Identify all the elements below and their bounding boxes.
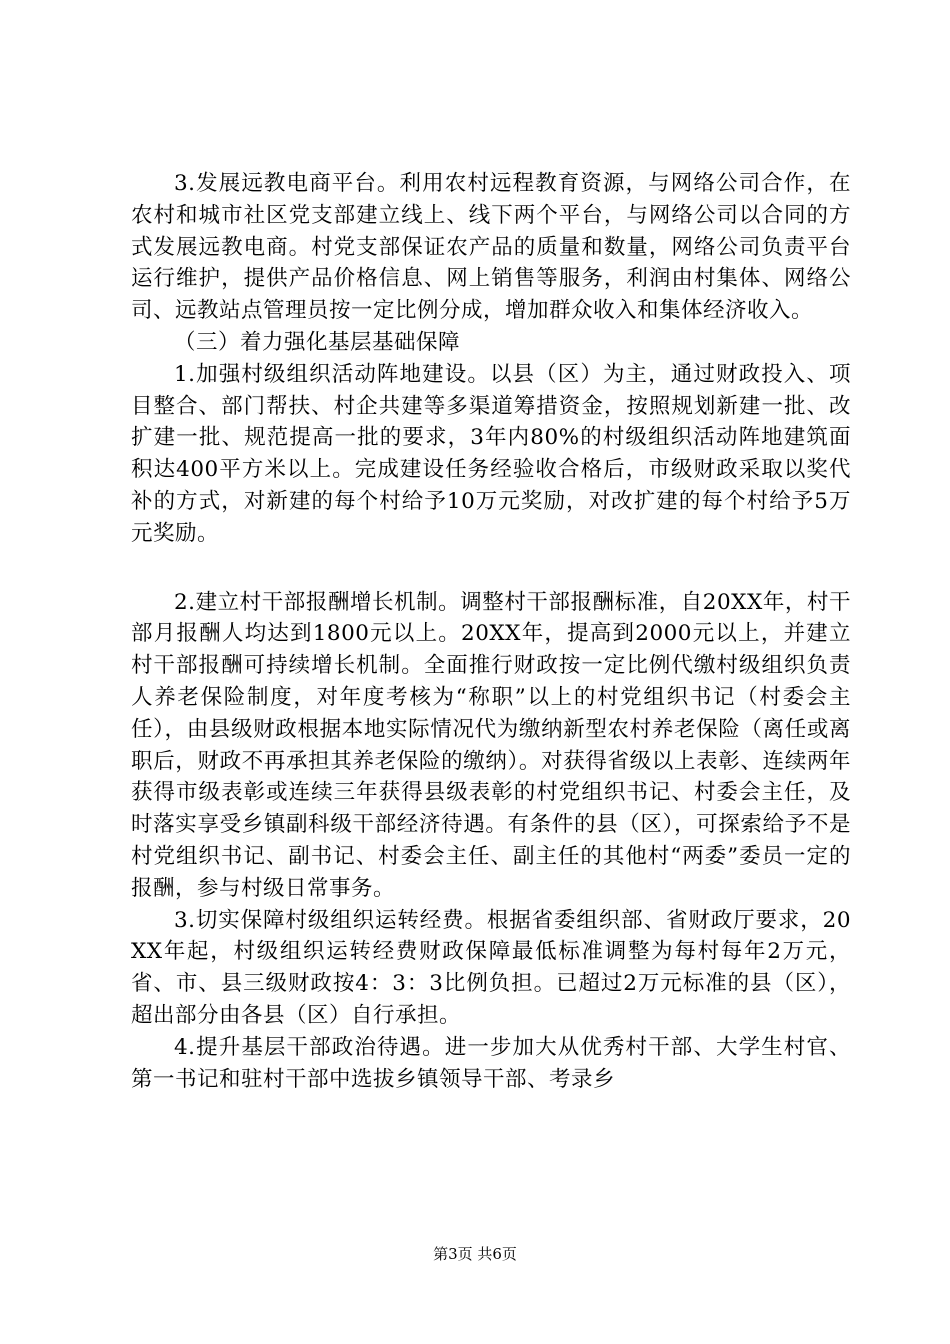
section-heading-grassroots-support: （三）着力强化基层基础保障 bbox=[174, 329, 461, 355]
page-number-label: 第3页 共6页 bbox=[433, 1245, 517, 1263]
document-body bbox=[131, 168, 851, 1095]
page-footer bbox=[0, 1244, 950, 1264]
paragraph-ecommerce-platform: 3.发展远教电商平台。利用农村远程教育资源，与网络公司合作，在农村和城市社区党支部建立线上、线下两个平台，与网络公司以合同的方式发展远教电商。村党支部保证农产品的质量和数量，网络公司负责平台运行维护，提供产品价格信息、网上销售等服务，利润由村集体、网络公司、远教站点管理员按一定比例分成，增加群众收入和集体经济收入。 bbox=[131, 171, 851, 324]
paragraph-operating-funds: 3.切实保障村级组织运转经费。根据省委组织部、省财政厅要求，20XX年起，村级组织运转经费财政保障最低标准调整为每村每年2万元，省、市、县三级财政按4：3：3比例负担。已超过2万元标准的县（区），超出部分由各县（区）自行承担。 bbox=[131, 907, 851, 1028]
paragraph-political-treatment: 4.提升基层干部政治待遇。进一步加大从优秀村干部、大学生村官、第一书记和驻村干部中选拔乡镇领导干部、考录乡 bbox=[131, 1034, 851, 1092]
paragraph-activity-venue: 1.加强村级组织活动阵地建设。以县（区）为主，通过财政投入、项目整合、部门帮扶、村企共建等多渠道筹措资金，按照规划新建一批、改扩建一批、规范提高一批的要求，3年内80%的村级组织活动阵地建筑面积达400平方米以上。完成建设任务经验收合格后，市级财政采取以奖代补的方式，对新建的每个村给予10万元奖励，对改扩建的每个村给予5万元奖励。 bbox=[131, 361, 851, 546]
paragraph-cadre-pay: 2.建立村干部报酬增长机制。调整村干部报酬标准，自20XX年，村干部月报酬人均达到1800元以上。20XX年，提高到2000元以上，并建立村干部报酬可持续增长机制。全面推行财政按一定比例代缴村级组织负责人养老保险制度，对年度考核为“称职”以上的村党组织书记（村委会主任），由县级财政根据本地实际情况代为缴纳新型农村养老保险（离任或离职后，财政不再承担其养老保险的缴纳）。对获得省级以上表彰、连续两年获得市级表彰或连续三年获得县级表彰的村党组织书记、村委会主任，及时落实享受乡镇副科级干部经济待遇。有条件的县（区），可探索给予不是村党组织书记、副书记、村委会主任、副主任的其他村“两委”委员一定的报酬，参与村级日常事务。 bbox=[131, 589, 851, 901]
paragraph-gap bbox=[131, 550, 851, 587]
